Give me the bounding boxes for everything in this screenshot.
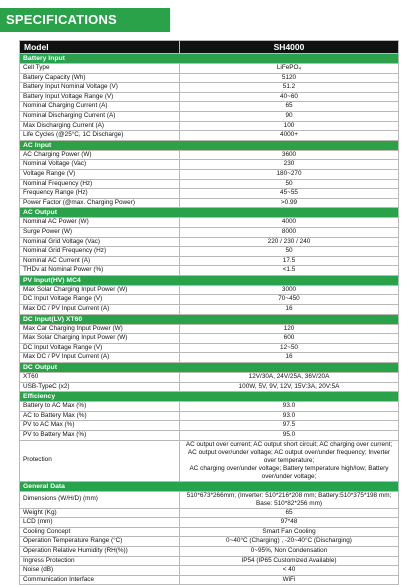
table-row xyxy=(20,266,399,276)
spec-value: 97.5 xyxy=(180,421,399,431)
model-label: Model xyxy=(20,41,180,54)
spec-label: Dimensions (W/H/D) (mm) xyxy=(20,491,180,508)
spec-value: < 40 xyxy=(180,566,399,576)
spec-value: 3000 xyxy=(180,285,399,295)
spec-label: Nominal AC Power (W) xyxy=(20,218,180,228)
table-row xyxy=(20,218,399,228)
spec-label: Max DC / PV Input Current (A) xyxy=(20,353,180,363)
spec-value: 90 xyxy=(180,111,399,121)
spec-label: XT60 xyxy=(20,373,180,383)
spec-value: 0~40°C (Charging) , -20~40°C (Discharging) xyxy=(180,537,399,547)
table-row xyxy=(20,491,399,508)
section-title: General Data xyxy=(20,481,399,491)
table-row xyxy=(20,402,399,412)
spec-value: 600 xyxy=(180,334,399,344)
table-row xyxy=(20,518,399,528)
table-row xyxy=(20,111,399,121)
section-header-row xyxy=(20,392,399,402)
table-row xyxy=(20,64,399,74)
spec-label: Surge Power (W) xyxy=(20,227,180,237)
table-row xyxy=(20,421,399,431)
spec-value: 180~270 xyxy=(180,169,399,179)
table-row xyxy=(20,305,399,315)
spec-label: Weight (Kg) xyxy=(20,508,180,518)
table-row xyxy=(20,373,399,383)
spec-label: Nominal Grid Frequency (Hz) xyxy=(20,247,180,257)
spec-label: Nominal Frequency (Hz) xyxy=(20,179,180,189)
spec-label: Nominal Charging Current (A) xyxy=(20,102,180,112)
spec-value: 97*48 xyxy=(180,518,399,528)
section-title: AC Output xyxy=(20,208,399,218)
spec-value: Smart Fan Cooling xyxy=(180,527,399,537)
spec-value-line: AC charging over/under voltage; Battery temperature high/low; Battery over/under voltage; xyxy=(189,464,389,480)
table-row xyxy=(20,121,399,131)
spec-label: Max Car Charging Input Power (W) xyxy=(20,324,180,334)
spec-value: 50 xyxy=(180,179,399,189)
table-row xyxy=(20,285,399,295)
page-title: SPECIFICATIONS xyxy=(0,8,170,32)
spec-label: Nominal Discharging Current (A) xyxy=(20,111,180,121)
spec-label: Nominal Voltage (Vac) xyxy=(20,160,180,170)
model-value: SH4000 xyxy=(180,41,399,54)
spec-label: Ingress Protection xyxy=(20,556,180,566)
section-header-row xyxy=(20,275,399,285)
spec-value: 93.0 xyxy=(180,411,399,421)
table-header-row xyxy=(20,41,399,54)
spec-value: 5120 xyxy=(180,73,399,83)
section-title: AC Input xyxy=(20,140,399,150)
spec-value: 3600 xyxy=(180,150,399,160)
spec-value: 16 xyxy=(180,353,399,363)
spec-value: 100W, 5V, 9V, 12V, 15V:3A, 20V:5A xyxy=(180,382,399,392)
table-row xyxy=(20,324,399,334)
spec-label: Operation Relative Humidity (RH(%)) xyxy=(20,546,180,556)
spec-label: Cooling Concept xyxy=(20,527,180,537)
table-row xyxy=(20,131,399,141)
table-row xyxy=(20,92,399,102)
spec-value: IP54 (IP65 Customized Available) xyxy=(180,556,399,566)
spec-label: Life Cycles (@25°C, 1C Discharge) xyxy=(20,131,180,141)
table-row xyxy=(20,150,399,160)
section-header-row xyxy=(20,481,399,491)
spec-label: Battery Input Voltage Range (V) xyxy=(20,92,180,102)
spec-value-line: Base: 510*82*256 mm) xyxy=(255,499,323,507)
spec-value: LiFePO₄ xyxy=(180,64,399,74)
section-header-row xyxy=(20,208,399,218)
spec-value: 65 xyxy=(180,102,399,112)
spec-label: PV to Battery Max (%) xyxy=(20,431,180,441)
spec-label: LCD (mm) xyxy=(20,518,180,528)
table-row xyxy=(20,179,399,189)
table-row xyxy=(20,237,399,247)
table-row xyxy=(20,73,399,83)
section-title: Efficiency xyxy=(20,392,399,402)
spec-value: 95.0 xyxy=(180,431,399,441)
section-title: PV Input(HV) MC4 xyxy=(20,275,399,285)
table-row xyxy=(20,527,399,537)
spec-label: Protection xyxy=(20,440,180,481)
table-row xyxy=(20,353,399,363)
spec-value xyxy=(180,440,399,481)
table-row xyxy=(20,546,399,556)
spec-label: USB-TypeC (x2) xyxy=(20,382,180,392)
spec-value: <1.5 xyxy=(180,266,399,276)
spec-value: 220 / 230 / 240 xyxy=(180,237,399,247)
spec-value: 51.2 xyxy=(180,83,399,93)
section-title: DC Input(LV) XT60 xyxy=(20,314,399,324)
spec-value: 16 xyxy=(180,305,399,315)
table-row xyxy=(20,537,399,547)
spec-value: 70~450 xyxy=(180,295,399,305)
spec-value: 93.0 xyxy=(180,402,399,412)
spec-value: 120 xyxy=(180,324,399,334)
section-header-row xyxy=(20,140,399,150)
spec-label: Frequency Range (Hz) xyxy=(20,189,180,199)
table-row xyxy=(20,247,399,257)
spec-label: Max Solar Charging Input Power (W) xyxy=(20,285,180,295)
spec-label: Max Solar Charging Input Power (W) xyxy=(20,334,180,344)
spec-value-line: AC output over/under voltage; AC output over/under frequency; Inverter over temperature; xyxy=(187,448,391,464)
spec-label: PV to AC Max (%) xyxy=(20,421,180,431)
spec-value: 50 xyxy=(180,247,399,257)
table-row xyxy=(20,102,399,112)
spec-label: DC Input Voltage Range (V) xyxy=(20,295,180,305)
table-row xyxy=(20,334,399,344)
spec-label: DC Input Voltage Range (V) xyxy=(20,343,180,353)
spec-value: 12~50 xyxy=(180,343,399,353)
spec-label: THDv at Nominal Power (%) xyxy=(20,266,180,276)
spec-label: Cell Type xyxy=(20,64,180,74)
spec-label: Power Factor (@max. Charging Power) xyxy=(20,198,180,208)
table-row xyxy=(20,440,399,481)
spec-label: Nominal AC Current (A) xyxy=(20,256,180,266)
spec-table xyxy=(19,40,399,585)
spec-value-line: 510*673*266mm; (Inverter: 510*216*208 mm; Battery:510*375*198 mm; xyxy=(186,491,392,499)
table-row xyxy=(20,431,399,441)
spec-value xyxy=(180,491,399,508)
table-row xyxy=(20,169,399,179)
table-row xyxy=(20,508,399,518)
table-row xyxy=(20,411,399,421)
table-row xyxy=(20,295,399,305)
table-row xyxy=(20,382,399,392)
spec-value: 0~95%, Non Condensation xyxy=(180,546,399,556)
spec-value: 8000 xyxy=(180,227,399,237)
table-row xyxy=(20,343,399,353)
table-row xyxy=(20,198,399,208)
table-row xyxy=(20,556,399,566)
table-row xyxy=(20,227,399,237)
spec-value: 100 xyxy=(180,121,399,131)
section-header-row xyxy=(20,363,399,373)
spec-value: 4000 xyxy=(180,218,399,228)
section-header-row xyxy=(20,54,399,64)
spec-label: Communication Interface xyxy=(20,575,180,585)
spec-value: 4000+ xyxy=(180,131,399,141)
spec-label: Voltage Range (V) xyxy=(20,169,180,179)
spec-value: 40~60 xyxy=(180,92,399,102)
spec-value: 45~55 xyxy=(180,189,399,199)
spec-label: Max Discharging Current (A) xyxy=(20,121,180,131)
table-row xyxy=(20,160,399,170)
spec-value: WiFi xyxy=(180,575,399,585)
spec-label: Operation Temperature Range (°C) xyxy=(20,537,180,547)
spec-label: Battery Input Nominal Voltage (V) xyxy=(20,83,180,93)
spec-label: AC Charging Power (W) xyxy=(20,150,180,160)
section-title: Battery Input xyxy=(20,54,399,64)
table-row xyxy=(20,83,399,93)
spec-value: 12V/30A, 24V/25A, 36V/20A xyxy=(180,373,399,383)
spec-value: 17.5 xyxy=(180,256,399,266)
spec-value: >0.99 xyxy=(180,198,399,208)
spec-value-line: AC output over current; AC output short circuit; AC charging over current; xyxy=(185,440,393,448)
table-row xyxy=(20,566,399,576)
spec-label: Noise (dB) xyxy=(20,566,180,576)
section-header-row xyxy=(20,314,399,324)
table-row xyxy=(20,189,399,199)
spec-value: 230 xyxy=(180,160,399,170)
spec-label: Battery to AC Max (%) xyxy=(20,402,180,412)
spec-label: Battery Capacity (Wh) xyxy=(20,73,180,83)
table-row xyxy=(20,256,399,266)
spec-value: 65 xyxy=(180,508,399,518)
spec-body xyxy=(20,54,399,585)
spec-label: Max DC / PV Input Current (A) xyxy=(20,305,180,315)
spec-label: Nominal Grid Voltage (Vac) xyxy=(20,237,180,247)
section-title: DC Output xyxy=(20,363,399,373)
spec-label: AC to Battery Max (%) xyxy=(20,411,180,421)
